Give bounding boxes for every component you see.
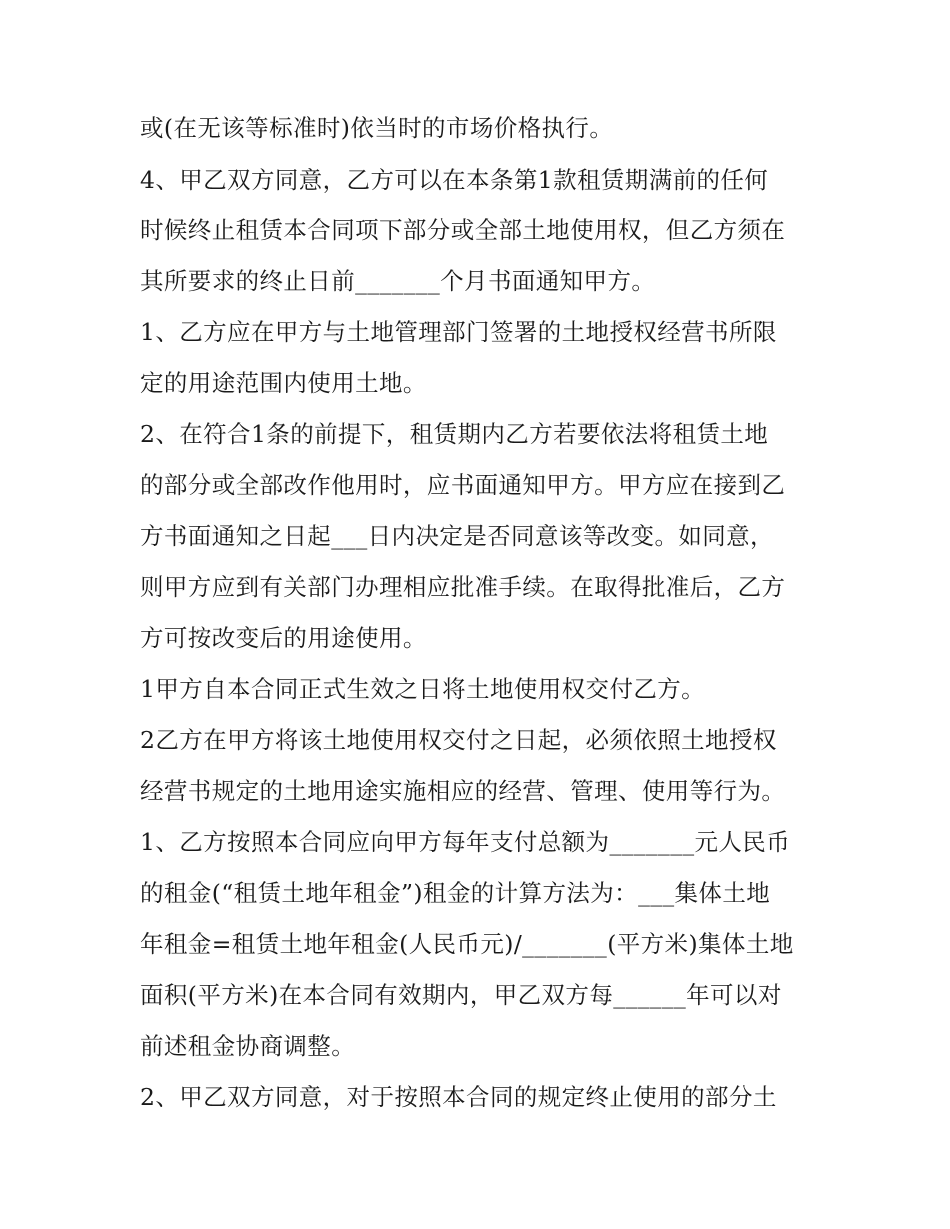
text-line: 1、乙方按照本合同应向甲方每年支付总额为_______元人民币	[140, 828, 791, 856]
text-line: 方书面通知之日起___日内决定是否同意该等改变。如同意，	[140, 522, 774, 550]
text-line: 定的用途范围内使用土地。	[140, 369, 427, 397]
text-line: 前述租金协商调整。	[140, 1032, 356, 1060]
text-line: 2乙方在甲方将该土地使用权交付之日起，必须依照土地授权	[140, 726, 777, 754]
text-line: 4、甲乙双方同意，乙方可以在本条第1款租赁期满前的任何	[140, 166, 769, 194]
text-line: 2、在符合1条的前提下，租赁期内乙方若要依法将租赁土地	[140, 420, 769, 448]
text-line: 其所要求的终止日前_______个月书面通知甲方。	[140, 267, 656, 295]
text-line: 时候终止租赁本合同项下部分或全部土地使用权，但乙方须在	[140, 216, 786, 244]
text-line: 则甲方应到有关部门办理相应批准手续。在取得批准后，乙方	[140, 573, 786, 601]
text-line: 方可按改变后的用途使用。	[140, 624, 427, 652]
text-line: 面积(平方米)在本合同有效期内，甲乙双方每______年可以对	[140, 981, 782, 1009]
text-line: 或(在无该等标准时)依当时的市场价格执行。	[140, 114, 614, 142]
text-line: 的部分或全部改作他用时，应书面通知甲方。甲方应在接到乙	[140, 471, 786, 499]
text-line: 1甲方自本合同正式生效之日将土地使用权交付乙方。	[140, 675, 706, 703]
text-line: 年租金=租赁土地年租金(人民币元)/_______(平方米)集体土地	[140, 930, 794, 958]
text-line: 2、甲乙双方同意，对于按照本合同的规定终止使用的部分土	[140, 1083, 777, 1111]
text-line: 经营书规定的土地用途实施相应的经营、管理、使用等行为。	[140, 777, 786, 805]
text-line: 1、乙方应在甲方与土地管理部门签署的土地授权经营书所限	[140, 318, 777, 346]
text-line: 的租金(“租赁土地年租金”)租金的计算方法为：___集体土地	[140, 879, 771, 907]
